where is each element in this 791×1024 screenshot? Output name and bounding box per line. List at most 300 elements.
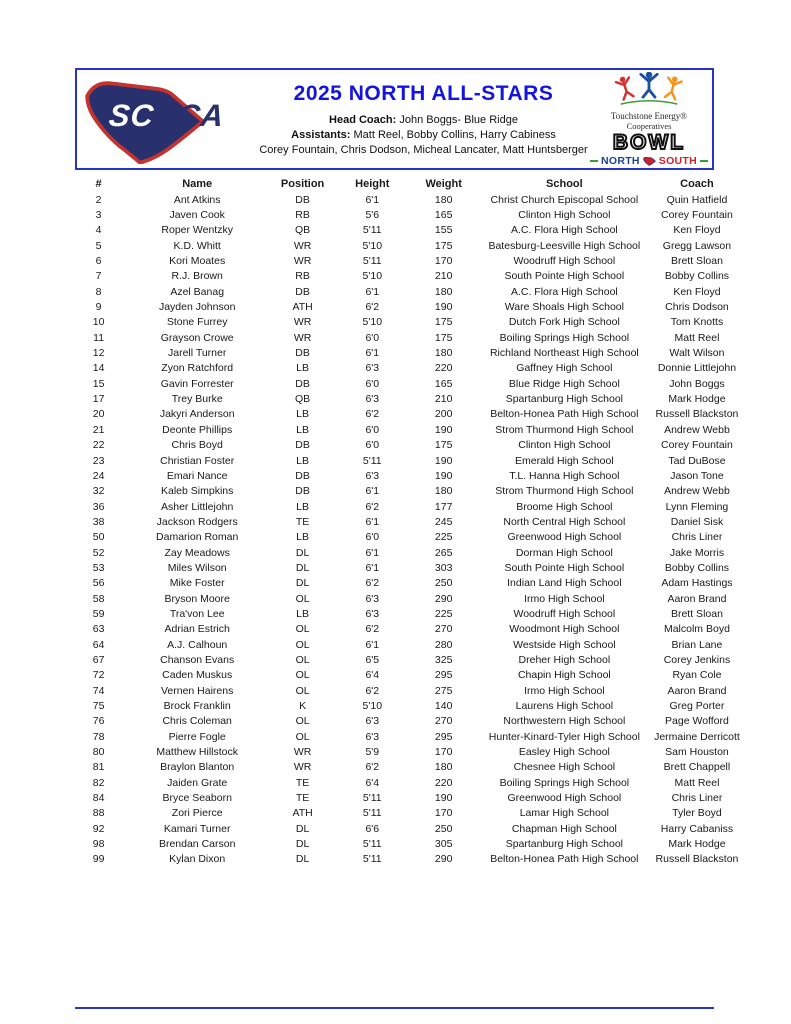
player-height: 6'2 <box>365 623 380 636</box>
player-school: Spartanburg High School <box>505 838 624 851</box>
player-weight: 245 <box>434 515 453 528</box>
player-weight: 190 <box>434 454 453 467</box>
player-coach: Chris Dodson <box>665 301 729 314</box>
player-height: 6'0 <box>365 331 380 344</box>
player-position: OL <box>295 623 310 636</box>
player-name: Tra'von Lee <box>169 607 225 620</box>
player-weight: 280 <box>434 638 453 651</box>
player-coach: Harry Cabaniss <box>660 822 734 835</box>
touchstone-brand-line2: Cooperatives <box>626 120 672 131</box>
table-row <box>68 775 748 790</box>
player-coach: Jermaine Derricott <box>654 730 740 743</box>
player-name: Zay Meadows <box>164 546 230 559</box>
player-name: Azel Banag <box>170 285 225 298</box>
player-name: Kori Moates <box>169 255 226 268</box>
player-school: Lamar High School <box>519 807 609 820</box>
player-coach: Gregg Lawson <box>662 239 732 252</box>
player-school: Gaffney High School <box>516 362 613 375</box>
player-position: OL <box>295 592 310 605</box>
player-school: Broome High School <box>516 500 613 513</box>
table-row <box>68 484 748 499</box>
player-height: 6'3 <box>365 730 380 743</box>
player-height: 6'1 <box>365 546 380 559</box>
player-name: Ant Atkins <box>173 193 221 206</box>
player-height: 6'2 <box>365 684 380 697</box>
table-row <box>68 729 748 744</box>
table-row <box>68 668 748 683</box>
player-position: DB <box>295 485 310 498</box>
header-center <box>257 80 590 158</box>
player-weight: 190 <box>434 423 453 436</box>
player-coach: Russell Blackston <box>655 853 739 866</box>
player-height: 6'5 <box>365 653 380 666</box>
player-number: 56 <box>92 577 105 590</box>
player-height: 6'2 <box>365 408 380 421</box>
player-number: 75 <box>92 700 105 713</box>
player-number: 59 <box>92 607 105 620</box>
player-position: DB <box>295 469 310 482</box>
table-header-row <box>68 176 748 191</box>
table-row <box>68 391 748 406</box>
player-school: A.C. Flora High School <box>510 285 618 298</box>
head-coach-label: Head Coach: <box>329 114 397 126</box>
player-school: Strom Thurmond High School <box>495 423 634 436</box>
player-height: 6'1 <box>365 638 380 651</box>
player-position: QB <box>295 224 311 237</box>
player-number: 76 <box>92 715 105 728</box>
player-name: Javen Cook <box>169 209 225 222</box>
player-number: 32 <box>92 485 105 498</box>
player-weight: 140 <box>434 700 453 713</box>
table-row <box>68 376 748 391</box>
player-coach: Andrew Webb <box>664 485 730 498</box>
table-row <box>68 821 748 836</box>
player-position: DL <box>295 561 310 574</box>
player-school: North Central High School <box>503 515 626 528</box>
player-coach: Sam Houston <box>665 746 729 759</box>
player-weight: 190 <box>434 469 453 482</box>
player-school: Clinton High School <box>518 209 611 222</box>
green-dash-right <box>700 160 708 162</box>
player-height: 6'3 <box>365 607 380 620</box>
touchstone-figures-icon <box>607 72 691 106</box>
player-weight: 325 <box>434 653 453 666</box>
player-height: 6'1 <box>365 485 380 498</box>
player-weight: 175 <box>434 331 453 344</box>
player-weight: 190 <box>434 792 453 805</box>
player-weight: 210 <box>434 393 453 406</box>
table-row <box>68 361 748 376</box>
table-row <box>68 499 748 514</box>
player-weight: 225 <box>434 607 453 620</box>
player-height: 5'11 <box>362 454 382 467</box>
player-height: 5'11 <box>362 792 382 805</box>
player-weight: 295 <box>434 669 453 682</box>
table-row <box>68 637 748 652</box>
player-name: Asher Littlejohn <box>160 500 234 513</box>
touchstone-bowl-logo <box>590 72 712 167</box>
player-position: DL <box>295 838 310 851</box>
table-row <box>68 299 748 314</box>
player-number: 3 <box>95 209 102 222</box>
player-school: T.L. Hanna High School <box>509 469 620 482</box>
table-row <box>68 345 748 360</box>
player-height: 5'11 <box>362 224 382 237</box>
player-position: DL <box>295 546 310 559</box>
table-row <box>68 238 748 253</box>
table-row <box>68 207 748 222</box>
table-row <box>68 714 748 729</box>
player-height: 5'10 <box>362 270 383 283</box>
player-position: RB <box>295 270 310 283</box>
player-coach: Malcolm Boyd <box>663 623 730 636</box>
player-height: 6'1 <box>365 193 380 206</box>
player-position: OL <box>295 653 310 666</box>
table-row <box>68 606 748 621</box>
player-school: Chesnee High School <box>513 761 616 774</box>
player-name: Gavin Forrester <box>160 377 234 390</box>
player-weight: 175 <box>434 239 453 252</box>
scaca-wordmark <box>107 98 226 134</box>
table-row <box>68 514 748 529</box>
player-weight: 270 <box>434 715 453 728</box>
player-name: Bryson Moore <box>164 592 230 605</box>
player-name: Matthew Hillstock <box>156 746 239 759</box>
player-number: 98 <box>92 838 105 851</box>
player-name: Brock Franklin <box>163 700 231 713</box>
player-school: Easley High School <box>518 746 610 759</box>
player-coach: Tom Knotts <box>670 316 724 329</box>
player-weight: 265 <box>434 546 453 559</box>
table-row <box>68 652 748 667</box>
player-number: 52 <box>92 546 105 559</box>
touchstone-brand-line1: Touchstone Energy® <box>610 110 688 121</box>
player-position: DB <box>295 377 310 390</box>
player-number: 22 <box>92 439 105 452</box>
player-name: Kylan Dixon <box>169 853 226 866</box>
player-height: 5'11 <box>362 807 382 820</box>
player-number: 23 <box>92 454 105 467</box>
table-row <box>68 744 748 759</box>
player-school: Greenwood High School <box>507 792 622 805</box>
player-position: LB <box>296 423 309 436</box>
player-position: WR <box>293 331 312 344</box>
player-height: 6'2 <box>365 761 380 774</box>
player-position: K <box>299 700 307 713</box>
player-name: Kaleb Simpkins <box>161 485 234 498</box>
table-row <box>68 453 748 468</box>
player-coach: Corey Fountain <box>661 439 733 452</box>
table-row <box>68 560 748 575</box>
table-row <box>68 407 748 422</box>
player-coach: Tad DuBose <box>668 454 726 467</box>
scaca-wordmark-part1: SC <box>107 98 156 133</box>
player-name: Christian Foster <box>160 454 235 467</box>
player-number: 8 <box>95 285 102 298</box>
player-position: WR <box>293 239 312 252</box>
player-position: DL <box>295 853 310 866</box>
player-name: Grayson Crowe <box>160 331 234 344</box>
player-coach: Quin Hatfield <box>666 193 728 206</box>
table-row <box>68 806 748 821</box>
player-coach: Chris Liner <box>671 792 723 805</box>
player-coach: Mark Hodge <box>668 393 726 406</box>
table-row <box>68 576 748 591</box>
player-coach: Brett Sloan <box>670 255 723 268</box>
roster-body <box>68 192 748 867</box>
player-coach: Walt Wilson <box>669 347 725 360</box>
player-number: 99 <box>92 853 105 866</box>
player-number: 14 <box>92 362 105 375</box>
player-name: Roper Wentzky <box>161 224 233 237</box>
player-name: Kamari Turner <box>163 822 231 835</box>
player-number: 9 <box>95 301 102 314</box>
state-badge-icon <box>643 156 656 166</box>
player-name: Zori Pierce <box>171 807 223 820</box>
player-height: 6'1 <box>365 515 380 528</box>
player-weight: 180 <box>434 193 453 206</box>
player-number: 36 <box>92 500 105 513</box>
scaca-logo <box>77 72 257 166</box>
player-number: 82 <box>92 776 105 789</box>
table-row <box>68 530 748 545</box>
player-number: 58 <box>92 592 105 605</box>
player-name: Chris Boyd <box>171 439 223 452</box>
player-position: WR <box>293 316 312 329</box>
player-height: 5'10 <box>362 239 383 252</box>
header-box <box>75 68 714 170</box>
player-height: 6'3 <box>365 592 380 605</box>
player-name: Brendan Carson <box>158 838 236 851</box>
player-height: 6'3 <box>365 362 380 375</box>
player-school: Belton-Honea Path High School <box>490 408 639 421</box>
table-row <box>68 698 748 713</box>
player-coach: Greg Porter <box>669 700 725 713</box>
player-name: Caden Muskus <box>162 669 233 682</box>
column-header-coach: Coach <box>680 177 714 190</box>
player-height: 6'0 <box>365 439 380 452</box>
player-position: QB <box>295 393 311 406</box>
player-position: OL <box>295 715 310 728</box>
player-position: OL <box>295 730 310 743</box>
player-number: 2 <box>95 193 102 206</box>
south-label: SOUTH <box>658 154 698 167</box>
player-number: 88 <box>92 807 105 820</box>
player-coach: Andrew Webb <box>664 423 730 436</box>
player-coach: Chris Liner <box>671 531 723 544</box>
player-weight: 180 <box>434 347 453 360</box>
player-number: 74 <box>92 684 105 697</box>
player-name: Jarell Turner <box>168 347 227 360</box>
player-school: Belton-Honea Path High School <box>490 853 639 866</box>
column-header-name: Name <box>182 177 213 190</box>
bowl-wordmark: BOWL <box>612 130 686 154</box>
player-name: Emari Nance <box>166 469 228 482</box>
player-number: 6 <box>95 255 102 268</box>
table-row <box>68 315 748 330</box>
player-school: South Pointe High School <box>504 270 625 283</box>
player-height: 6'4 <box>365 776 380 789</box>
player-weight: 170 <box>434 255 453 268</box>
player-weight: 200 <box>434 408 453 421</box>
player-coach: Lynn Fleming <box>665 500 729 513</box>
player-name: Bryce Seaborn <box>162 792 232 805</box>
player-name: Mike Foster <box>169 577 225 590</box>
table-row <box>68 852 748 867</box>
player-position: DL <box>295 822 310 835</box>
player-number: 64 <box>92 638 105 651</box>
player-position: WR <box>293 761 312 774</box>
player-number: 15 <box>92 377 105 390</box>
player-school: Batesburg-Leesville High School <box>488 239 641 252</box>
player-coach: Jason Tone <box>670 469 724 482</box>
player-name: Stone Furrey <box>166 316 228 329</box>
player-coach: Tyler Boyd <box>672 807 722 820</box>
column-header-height: Height <box>355 177 390 190</box>
north-label: NORTH <box>600 154 640 167</box>
player-school: Clinton High School <box>518 439 611 452</box>
player-position: ATH <box>292 807 313 820</box>
table-row <box>68 422 748 437</box>
player-name: Chris Coleman <box>162 715 232 728</box>
player-coach: Brian Lane <box>671 638 723 651</box>
player-school: Strom Thurmond High School <box>495 485 634 498</box>
player-position: LB <box>296 531 309 544</box>
player-number: 7 <box>95 270 102 283</box>
player-height: 5'11 <box>362 838 382 851</box>
player-name: K.D. Whitt <box>173 239 221 252</box>
player-coach: Brett Sloan <box>670 607 723 620</box>
head-coach-name: John Boggs- Blue Ridge <box>399 114 518 126</box>
player-height: 6'3 <box>365 715 380 728</box>
player-coach: Ryan Cole <box>672 669 722 682</box>
table-row <box>68 591 748 606</box>
player-coach: Jake Morris <box>669 546 725 559</box>
player-weight: 165 <box>434 209 453 222</box>
player-school: Richland Northeast High School <box>489 347 639 360</box>
player-number: 67 <box>92 653 105 666</box>
page-title: 2025 NORTH ALL-STARS <box>293 82 554 105</box>
player-position: DB <box>295 439 310 452</box>
player-weight: 225 <box>434 531 453 544</box>
table-row <box>68 622 748 637</box>
player-coach: Bobby Collins <box>664 270 730 283</box>
player-number: 21 <box>92 423 105 436</box>
table-row <box>68 269 748 284</box>
column-header-number: # <box>95 177 102 190</box>
player-name: Pierre Fogle <box>168 730 226 743</box>
player-weight: 175 <box>434 439 453 452</box>
table-row <box>68 223 748 238</box>
player-height: 5'10 <box>362 316 383 329</box>
player-position: LB <box>296 607 309 620</box>
player-position: DB <box>295 347 310 360</box>
player-height: 6'2 <box>365 301 380 314</box>
player-school: Indian Land High School <box>507 577 622 590</box>
player-school: Laurens High School <box>515 700 614 713</box>
table-row <box>68 790 748 805</box>
player-position: DL <box>295 577 310 590</box>
player-name: Chanson Evans <box>160 653 235 666</box>
player-number: 63 <box>92 623 105 636</box>
player-weight: 170 <box>434 746 453 759</box>
player-height: 6'4 <box>365 669 380 682</box>
player-position: DB <box>295 193 310 206</box>
player-weight: 155 <box>434 224 453 237</box>
player-number: 10 <box>92 316 105 329</box>
player-school: Chapin High School <box>517 669 611 682</box>
green-dash-left <box>590 160 598 162</box>
player-weight: 305 <box>434 838 453 851</box>
player-number: 38 <box>92 515 105 528</box>
player-weight: 275 <box>434 684 453 697</box>
player-school: Irmo High School <box>524 592 605 605</box>
table-row <box>68 683 748 698</box>
player-school: Chapman High School <box>511 822 617 835</box>
assistants-label: Assistants: <box>291 129 351 141</box>
player-position: TE <box>295 792 310 805</box>
table-row <box>68 836 748 851</box>
player-school: Dutch Fork High School <box>508 316 620 329</box>
player-height: 5'11 <box>362 255 382 268</box>
player-coach: Aaron Brand <box>667 684 727 697</box>
column-header-school: School <box>546 177 583 190</box>
player-school: Hunter-Kinard-Tyler High School <box>488 730 640 743</box>
player-school: Ware Shoals High School <box>504 301 624 314</box>
column-header-weight: Weight <box>425 177 462 190</box>
player-school: Woodruff High School <box>513 607 616 620</box>
head-coach-line <box>257 113 590 128</box>
player-height: 6'3 <box>365 469 380 482</box>
assistants-names: Matt Reel, Bobby Collins, Harry Cabiness <box>353 129 556 141</box>
player-number: 17 <box>92 393 105 406</box>
player-coach: Matt Reel <box>674 776 720 789</box>
player-number: 20 <box>92 408 105 421</box>
player-name: Jayden Johnson <box>158 301 236 314</box>
player-weight: 270 <box>434 623 453 636</box>
player-height: 6'1 <box>365 347 380 360</box>
player-position: TE <box>295 515 310 528</box>
player-weight: 295 <box>434 730 453 743</box>
player-weight: 190 <box>434 301 453 314</box>
player-weight: 220 <box>434 362 453 375</box>
table-row <box>68 760 748 775</box>
player-weight: 290 <box>434 592 453 605</box>
player-position: OL <box>295 684 310 697</box>
player-name: Trey Burke <box>171 393 223 406</box>
player-position: DB <box>295 285 310 298</box>
player-name: Damarion Roman <box>156 531 239 544</box>
table-row <box>68 545 748 560</box>
player-weight: 180 <box>434 761 453 774</box>
player-coach: Adam Hastings <box>661 577 733 590</box>
player-height: 5'10 <box>362 700 383 713</box>
player-coach: Ken Floyd <box>673 285 721 298</box>
player-number: 5 <box>95 239 102 252</box>
player-weight: 210 <box>434 270 453 283</box>
player-weight: 170 <box>434 807 453 820</box>
player-school: Greenwood High School <box>507 531 622 544</box>
table-row <box>68 253 748 268</box>
player-height: 5'11 <box>362 853 382 866</box>
player-name: A.J. Calhoun <box>167 638 228 651</box>
player-coach: John Boggs <box>669 377 725 390</box>
player-weight: 250 <box>434 577 453 590</box>
player-coach: Page Wofford <box>665 715 729 728</box>
player-school: Irmo High School <box>524 684 605 697</box>
player-school: South Pointe High School <box>504 561 625 574</box>
player-position: LB <box>296 362 309 375</box>
